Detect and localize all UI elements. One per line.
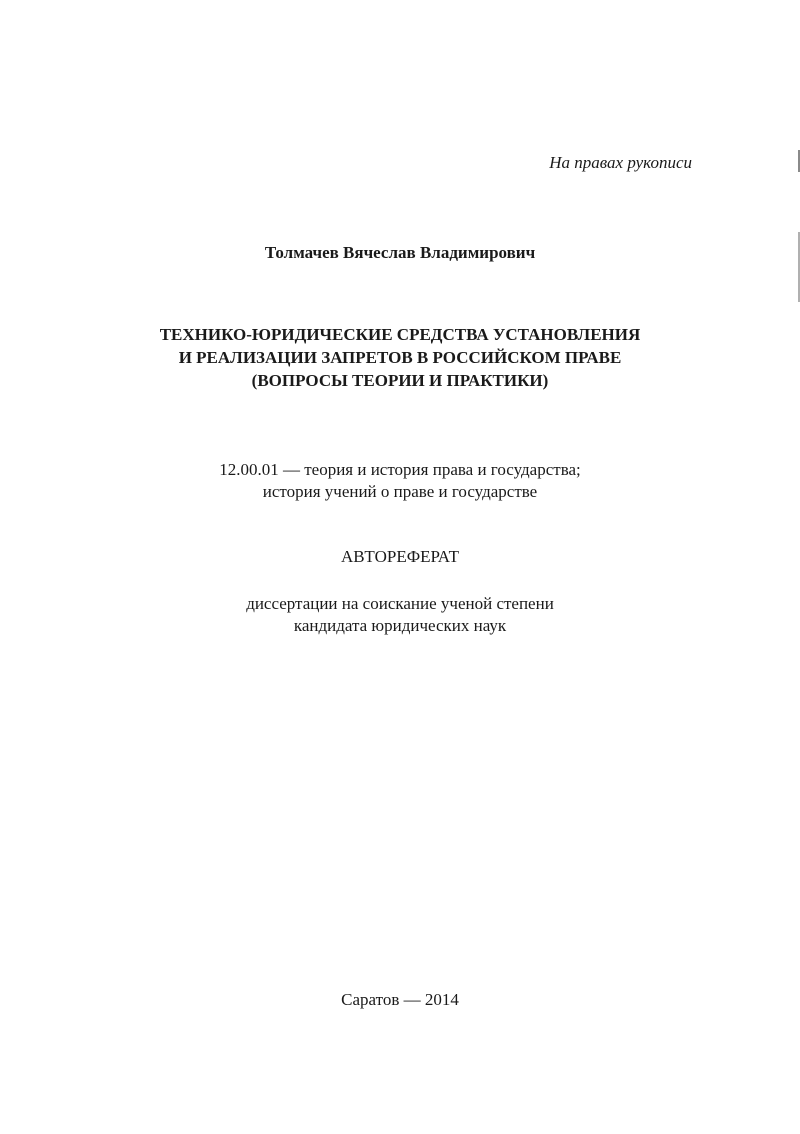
title-line: ТЕХНИКО-ЮРИДИЧЕСКИЕ СРЕДСТВА УСТАНОВЛЕНИЯ bbox=[159, 325, 641, 344]
specialty-code bbox=[0, 459, 800, 503]
place-and-year: Саратов — 2014 bbox=[341, 990, 459, 1009]
purpose-line: диссертации на соискание ученой степени bbox=[246, 594, 554, 613]
author-name: Толмачев Вячеслав Владимирович bbox=[264, 243, 536, 262]
dissertation-title bbox=[0, 323, 800, 392]
manuscript-rights-note: На правах рукописи bbox=[549, 153, 692, 172]
title-line: И РЕАЛИЗАЦИИ ЗАПРЕТОВ В РОССИЙСКОМ ПРАВЕ bbox=[178, 348, 622, 367]
title-line: (ВОПРОСЫ ТЕОРИИ И ПРАКТИКИ) bbox=[251, 371, 549, 390]
document-type: АВТОРЕФЕРАТ bbox=[341, 547, 459, 566]
document-purpose bbox=[0, 593, 800, 637]
specialty-line: история учений о праве и государстве bbox=[262, 482, 538, 501]
purpose-line: кандидата юридических наук bbox=[293, 616, 507, 635]
specialty-line: 12.00.01 — теория и история права и государства; bbox=[219, 460, 581, 479]
